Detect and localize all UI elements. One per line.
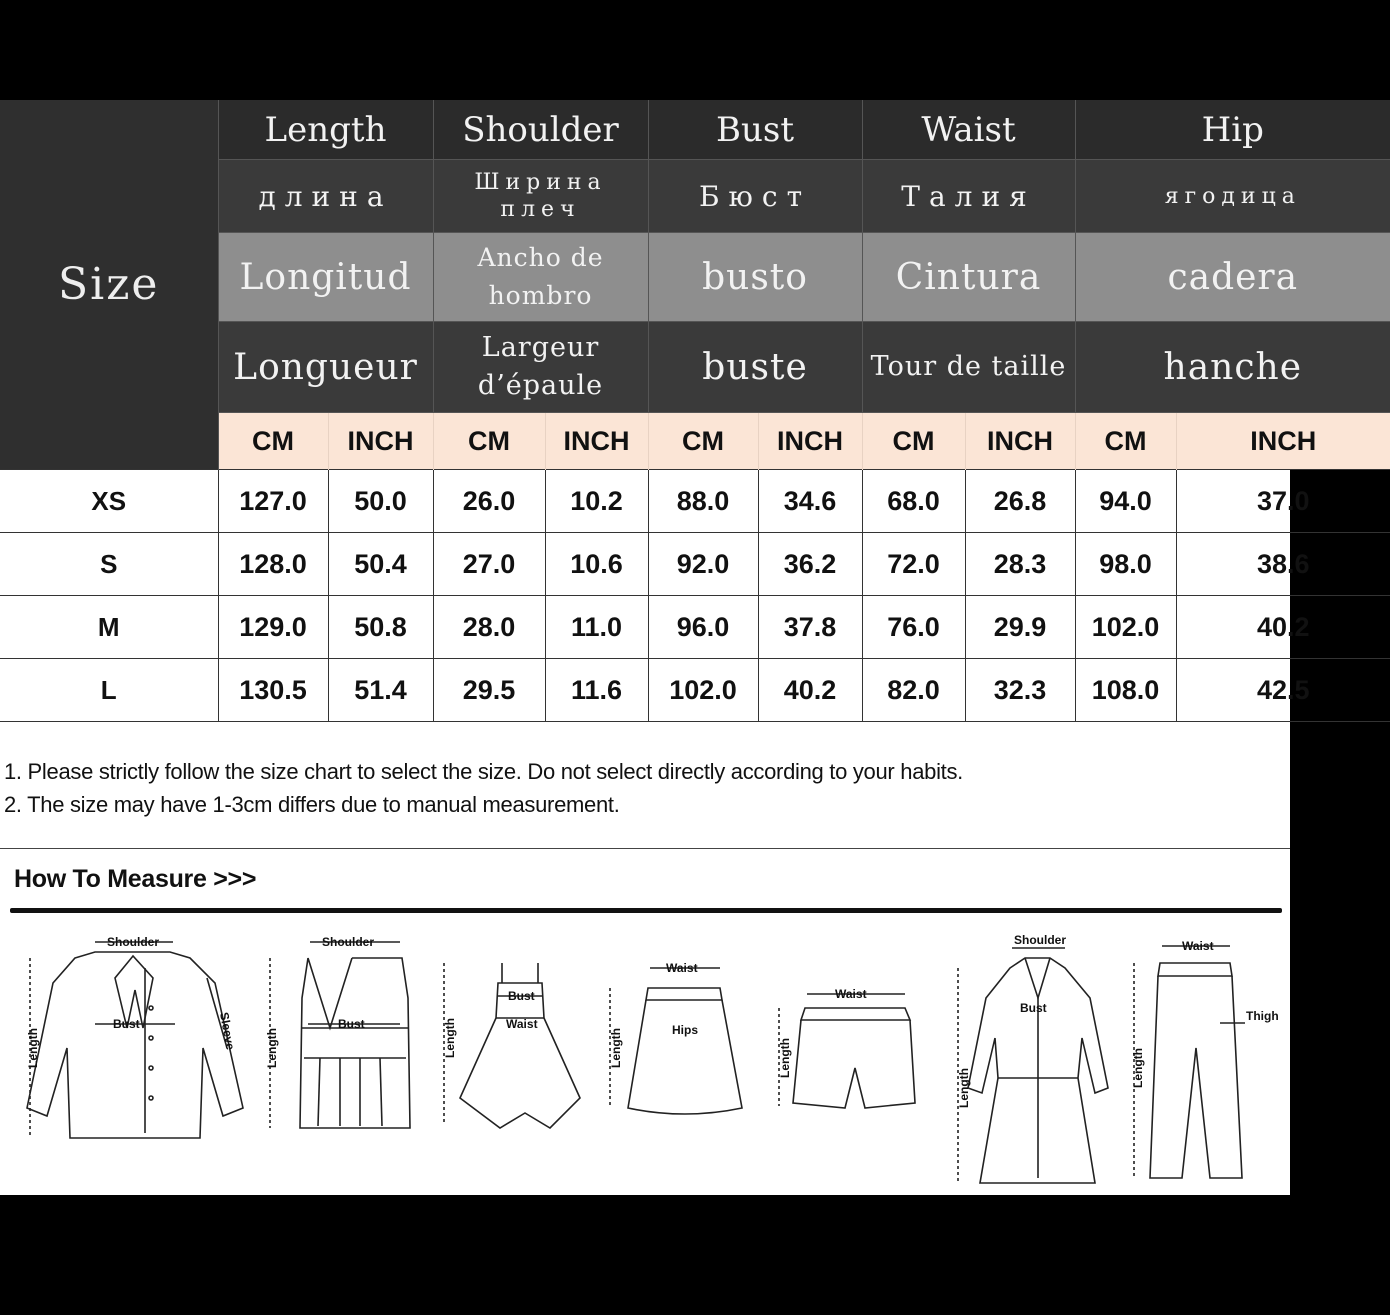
header-waist-en: Waist xyxy=(862,100,1075,160)
cell-value: 50.0 xyxy=(328,470,433,533)
waist-label: Waist xyxy=(506,1017,538,1031)
shoulder-label: Shoulder xyxy=(322,935,375,949)
coat-illustration xyxy=(950,928,1120,1188)
header-shoulder-es: Ancho de hombro xyxy=(433,233,648,322)
size-table xyxy=(0,100,1390,722)
cell-value: 32.3 xyxy=(965,659,1075,722)
cell-value: 26.0 xyxy=(433,470,545,533)
size-label: XS xyxy=(0,470,218,533)
size-label: M xyxy=(0,596,218,659)
size-label: S xyxy=(0,533,218,596)
unit-cm: CM xyxy=(218,413,328,470)
unit-inch: INCH xyxy=(758,413,862,470)
table-row xyxy=(0,659,1390,722)
header-waist-fr: Tour de taille xyxy=(862,322,1075,413)
shoulder-label: Shoulder xyxy=(107,935,160,949)
bust-label: Bust xyxy=(338,1017,365,1031)
cell-value: 51.4 xyxy=(328,659,433,722)
cell-value: 129.0 xyxy=(218,596,328,659)
header-length-ru: длина xyxy=(218,160,433,233)
header-shoulder-fr: Largeur d’épaule xyxy=(433,322,648,413)
shorts-illustration xyxy=(765,928,940,1188)
cell-value: 10.2 xyxy=(545,470,648,533)
header-hip-fr: hanche xyxy=(1075,322,1390,413)
header-length-es: Longitud xyxy=(218,233,433,322)
unit-cm: CM xyxy=(862,413,965,470)
cell-value: 26.8 xyxy=(965,470,1075,533)
header-shoulder-ru: Ширина плеч xyxy=(433,160,648,233)
unit-inch: INCH xyxy=(328,413,433,470)
bust-label: Bust xyxy=(508,989,535,1003)
size-label: L xyxy=(0,659,218,722)
unit-inch: INCH xyxy=(965,413,1075,470)
sleeve-label: Sleeve xyxy=(217,1011,238,1051)
waist-label: Waist xyxy=(666,961,698,975)
length-label: Length xyxy=(957,1068,971,1108)
length-label: Length xyxy=(265,1028,279,1068)
cell-value: 102.0 xyxy=(1075,596,1176,659)
header-hip-es: cadera xyxy=(1075,233,1390,322)
how-to-measure-title: How To Measure >>> xyxy=(14,865,257,893)
divider xyxy=(10,908,1282,913)
cell-value: 36.2 xyxy=(758,533,862,596)
size-notes xyxy=(4,755,963,821)
cell-value: 108.0 xyxy=(1075,659,1176,722)
cell-value: 130.5 xyxy=(218,659,328,722)
dress-illustration xyxy=(430,928,590,1188)
table-row xyxy=(0,470,1390,533)
unit-cm: CM xyxy=(648,413,758,470)
cell-value: 102.0 xyxy=(648,659,758,722)
bust-label: Bust xyxy=(113,1017,140,1031)
header-waist-ru: Талия xyxy=(862,160,1075,233)
header-shoulder-en: Shoulder xyxy=(433,100,648,160)
cell-value: 72.0 xyxy=(862,533,965,596)
header-bust-fr: buste xyxy=(648,322,862,413)
cell-value: 28.0 xyxy=(433,596,545,659)
cell-value: 40.2 xyxy=(758,659,862,722)
cell-value: 76.0 xyxy=(862,596,965,659)
cell-value: 92.0 xyxy=(648,533,758,596)
cell-value: 127.0 xyxy=(218,470,328,533)
skirt-illustration xyxy=(600,928,750,1188)
note-line: 1. Please strictly follow the size chart to select the size. Do not select directly according to your habits. xyxy=(4,759,963,784)
size-header: Size xyxy=(0,100,218,470)
cell-value: 88.0 xyxy=(648,470,758,533)
cell-value: 98.0 xyxy=(1075,533,1176,596)
cell-value: 50.4 xyxy=(328,533,433,596)
cell-value: 11.0 xyxy=(545,596,648,659)
cell-value: 82.0 xyxy=(862,659,965,722)
table-row xyxy=(0,596,1390,659)
cell-value: 38.6 xyxy=(1176,533,1390,596)
cell-value: 94.0 xyxy=(1075,470,1176,533)
cell-value: 28.3 xyxy=(965,533,1075,596)
cell-value: 11.6 xyxy=(545,659,648,722)
header-bust-en: Bust xyxy=(648,100,862,160)
cell-value: 10.6 xyxy=(545,533,648,596)
hips-label: Hips xyxy=(672,1023,699,1037)
blouse-illustration xyxy=(15,928,255,1188)
tank-top-illustration xyxy=(260,928,420,1188)
cell-value: 42.5 xyxy=(1176,659,1390,722)
cell-value: 29.9 xyxy=(965,596,1075,659)
header-length-en: Length xyxy=(218,100,433,160)
header-length-fr: Longueur xyxy=(218,322,433,413)
unit-cm: CM xyxy=(433,413,545,470)
header-hip-en: Hip xyxy=(1075,100,1390,160)
cell-value: 128.0 xyxy=(218,533,328,596)
cell-value: 40.2 xyxy=(1176,596,1390,659)
thigh-label: Thigh xyxy=(1246,1009,1279,1023)
note-line: 2. The size may have 1-3cm differs due to manual measurement. xyxy=(4,792,620,817)
cell-value: 50.8 xyxy=(328,596,433,659)
cell-value: 37.8 xyxy=(758,596,862,659)
cell-value: 68.0 xyxy=(862,470,965,533)
header-hip-ru: ягодица xyxy=(1075,160,1390,233)
unit-cm: CM xyxy=(1075,413,1176,470)
header-bust-es: busto xyxy=(648,233,862,322)
cell-value: 29.5 xyxy=(433,659,545,722)
length-label: Length xyxy=(1131,1048,1145,1088)
header-waist-es: Cintura xyxy=(862,233,1075,322)
length-label: Length xyxy=(609,1028,623,1068)
trousers-illustration xyxy=(1120,928,1290,1188)
waist-label: Waist xyxy=(1182,939,1214,953)
length-label: Length xyxy=(778,1038,792,1078)
cell-value: 27.0 xyxy=(433,533,545,596)
unit-inch: INCH xyxy=(1176,413,1390,470)
waist-label: Waist xyxy=(835,987,867,1001)
header-bust-ru: Бюст xyxy=(648,160,862,233)
shoulder-label: Shoulder xyxy=(1014,933,1067,947)
length-label: Length xyxy=(26,1028,40,1068)
cell-value: 37.0 xyxy=(1176,470,1390,533)
size-chart-sheet xyxy=(0,100,1317,1195)
divider xyxy=(0,848,1290,849)
length-label: Length xyxy=(443,1018,457,1058)
table-row xyxy=(0,533,1390,596)
cell-value: 96.0 xyxy=(648,596,758,659)
cell-value: 34.6 xyxy=(758,470,862,533)
unit-inch: INCH xyxy=(545,413,648,470)
bust-label: Bust xyxy=(1020,1001,1047,1015)
